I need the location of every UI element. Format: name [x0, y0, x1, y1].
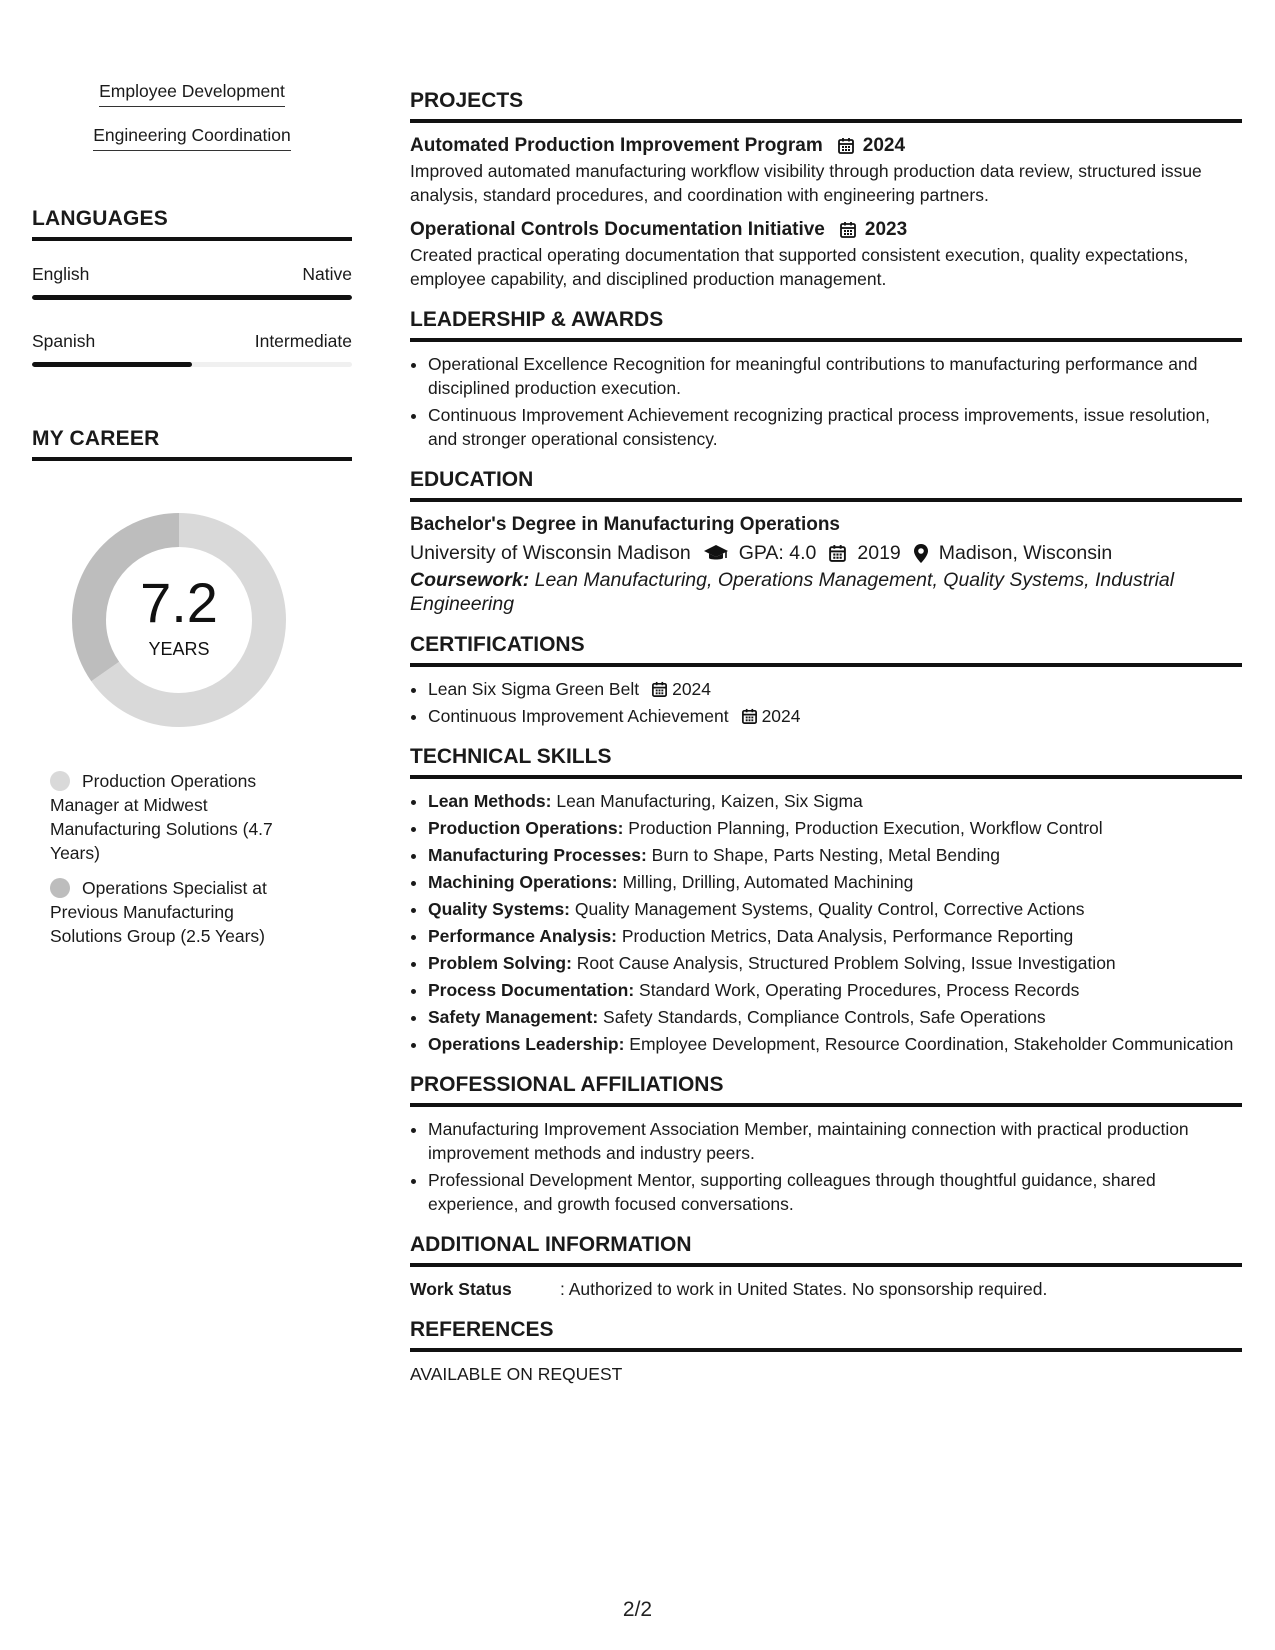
- language-level: Native: [302, 264, 352, 284]
- career-heading: MY CAREER: [32, 427, 352, 461]
- calendar-icon: [828, 544, 847, 563]
- certifications-section: [410, 632, 1242, 728]
- certifications-heading: CERTIFICATIONS: [410, 632, 1242, 667]
- skill-item: [428, 924, 1242, 948]
- certification-name: • Lean Six Sigma Green Belt: [428, 679, 640, 699]
- skill-values: Lean Manufacturing, Kaizen, Six Sigma: [551, 791, 863, 811]
- skill-category: Manufacturing Processes:: [428, 845, 647, 865]
- skill-tag: Employee Development: [99, 80, 285, 107]
- additional-info-heading: ADDITIONAL INFORMATION: [410, 1232, 1242, 1267]
- skill-values: Production Planning, Production Execution, Workflow Control: [623, 818, 1103, 838]
- career-legend-label: Production Operations Manager at Midwest Manufacturing Solutions (4.7 Years): [50, 771, 273, 863]
- projects-heading: PROJECTS: [410, 88, 1242, 123]
- career-total: 7.2: [140, 571, 218, 634]
- language-name: English: [32, 264, 90, 284]
- career-legend: [50, 769, 310, 948]
- career-donut: [66, 507, 292, 733]
- project-year: 2023: [864, 219, 908, 240]
- education-meta: [410, 538, 1242, 568]
- language-level: Intermediate: [254, 331, 352, 351]
- skill-values: Quality Management Systems, Quality Control, Corrective Actions: [570, 899, 1085, 919]
- skill-item: [428, 897, 1242, 921]
- education-section: [410, 467, 1242, 616]
- skill-item: [428, 789, 1242, 813]
- certification-item: [428, 704, 1242, 728]
- skill-values: Milling, Drilling, Automated Machining: [617, 872, 914, 892]
- career-legend-item: [50, 876, 310, 948]
- language-name: Spanish: [32, 331, 96, 351]
- career-legend-label: Operations Specialist at Previous Manufacturing Solutions Group (2.5 Years): [50, 878, 267, 946]
- calendar-icon: [651, 681, 668, 698]
- certification-year: 2024: [761, 706, 801, 726]
- education-gpa: GPA: 4.0: [738, 542, 817, 564]
- skill-tag: Engineering Coordination: [93, 124, 291, 151]
- project-title: Operational Controls Documentation Initiative: [410, 219, 825, 240]
- left-column: [32, 80, 352, 959]
- additional-info-key: Work Status: [410, 1279, 512, 1299]
- education-location: Madison, Wisconsin: [938, 542, 1113, 564]
- career-unit: YEARS: [148, 639, 210, 659]
- language-item: [32, 263, 352, 300]
- language-bar: [32, 362, 352, 367]
- skill-item: [428, 843, 1242, 867]
- skill-item: [428, 978, 1242, 1002]
- leadership-item: • Continuous Improvement Achievement recognizing practical process improvements, issue resolution, and stronger operational consistency.: [428, 403, 1242, 451]
- skill-values: Employee Development, Resource Coordination, Stakeholder Communication: [624, 1034, 1234, 1054]
- additional-info-section: [410, 1232, 1242, 1301]
- references-text: AVAILABLE ON REQUEST: [410, 1364, 623, 1384]
- skill-category: Lean Methods:: [428, 791, 552, 811]
- project-description: Improved automated manufacturing workflow visibility through production data review, structured issue analysis, standard procedures, and coordination with engineering partners.: [410, 161, 1202, 205]
- education-coursework: [410, 568, 1242, 616]
- education-year: 2019: [857, 542, 901, 564]
- coursework-list: Lean Manufacturing, Operations Management, Quality Systems, Industrial Engineering: [410, 569, 1175, 615]
- project-item: [410, 133, 1242, 207]
- skill-category: Performance Analysis:: [428, 926, 618, 946]
- skill-item: [428, 1005, 1242, 1029]
- right-column: [410, 88, 1242, 1402]
- skill-category: Machining Operations:: [428, 872, 618, 892]
- legend-dot: [50, 878, 70, 898]
- education-heading: EDUCATION: [410, 467, 1242, 502]
- skill-tags: [32, 80, 352, 151]
- education-school: University of Wisconsin Madison: [410, 542, 691, 564]
- skill-category: Quality Systems:: [428, 899, 570, 919]
- language-bar-fill: [32, 362, 192, 367]
- references-section: [410, 1317, 1242, 1386]
- affiliation-item: • Manufacturing Improvement Association Member, maintaining connection with practical production improvement methods and industry peers.: [428, 1117, 1242, 1165]
- skill-category: Problem Solving:: [428, 953, 572, 973]
- project-item: [410, 217, 1242, 291]
- skill-values: Standard Work, Operating Procedures, Process Records: [634, 980, 1080, 1000]
- language-bar-fill: [32, 295, 352, 300]
- skill-values: Burn to Shape, Parts Nesting, Metal Bending: [646, 845, 1000, 865]
- leadership-item: • Operational Excellence Recognition for meaningful contributions to manufacturing performance and disciplined production execution.: [428, 352, 1242, 400]
- leadership-heading: LEADERSHIP & AWARDS: [410, 307, 1242, 342]
- location-pin-icon: [913, 543, 929, 564]
- skill-category: Safety Management:: [428, 1007, 599, 1027]
- education-degree: Bachelor's Degree in Manufacturing Operations: [410, 514, 840, 535]
- language-item: [32, 330, 352, 367]
- references-heading: REFERENCES: [410, 1317, 1242, 1352]
- skill-category: Operations Leadership:: [428, 1034, 625, 1054]
- languages-section: [32, 207, 352, 367]
- technical-skills-heading: TECHNICAL SKILLS: [410, 744, 1242, 779]
- skill-item: [428, 870, 1242, 894]
- skill-values: Root Cause Analysis, Structured Problem Solving, Issue Investigation: [571, 953, 1116, 973]
- project-description: Created practical operating documentation that supported consistent execution, quality expectations, employee capability, and disciplined production management.: [410, 245, 1189, 289]
- project-title: Automated Production Improvement Program: [410, 135, 823, 156]
- affiliation-item: • Professional Development Mentor, supporting colleagues through thoughtful guidance, shared experience, and growth focused conversations.: [428, 1168, 1242, 1216]
- calendar-icon: [839, 221, 857, 239]
- career-section: [32, 427, 352, 948]
- calendar-icon: [837, 137, 855, 155]
- affiliations-section: [410, 1072, 1242, 1216]
- additional-info-value: : Authorized to work in United States. No sponsorship required.: [560, 1279, 1048, 1299]
- certification-name: • Continuous Improvement Achievement: [428, 706, 729, 726]
- affiliations-heading: PROFESSIONAL AFFILIATIONS: [410, 1072, 1242, 1107]
- graduation-cap-icon: [703, 543, 729, 563]
- language-bar: [32, 295, 352, 300]
- skill-item: [428, 1032, 1242, 1056]
- career-legend-item: [50, 769, 310, 865]
- leadership-section: [410, 307, 1242, 451]
- legend-dot: [50, 771, 70, 791]
- certification-item: [428, 677, 1242, 701]
- skill-values: Production Metrics, Data Analysis, Performance Reporting: [617, 926, 1074, 946]
- skill-category: Process Documentation:: [428, 980, 635, 1000]
- project-year: 2024: [862, 135, 906, 156]
- page-number: 2/2: [622, 1598, 653, 1621]
- technical-skills-section: [410, 744, 1242, 1056]
- skill-item: [428, 951, 1242, 975]
- skill-category: Production Operations:: [428, 818, 624, 838]
- coursework-label: Coursework:: [410, 569, 530, 591]
- calendar-icon: [741, 708, 758, 725]
- skill-item: [428, 816, 1242, 840]
- languages-heading: LANGUAGES: [32, 207, 352, 241]
- projects-section: [410, 88, 1242, 291]
- certification-year: 2024: [672, 679, 712, 699]
- skill-values: Safety Standards, Compliance Controls, Safe Operations: [598, 1007, 1046, 1027]
